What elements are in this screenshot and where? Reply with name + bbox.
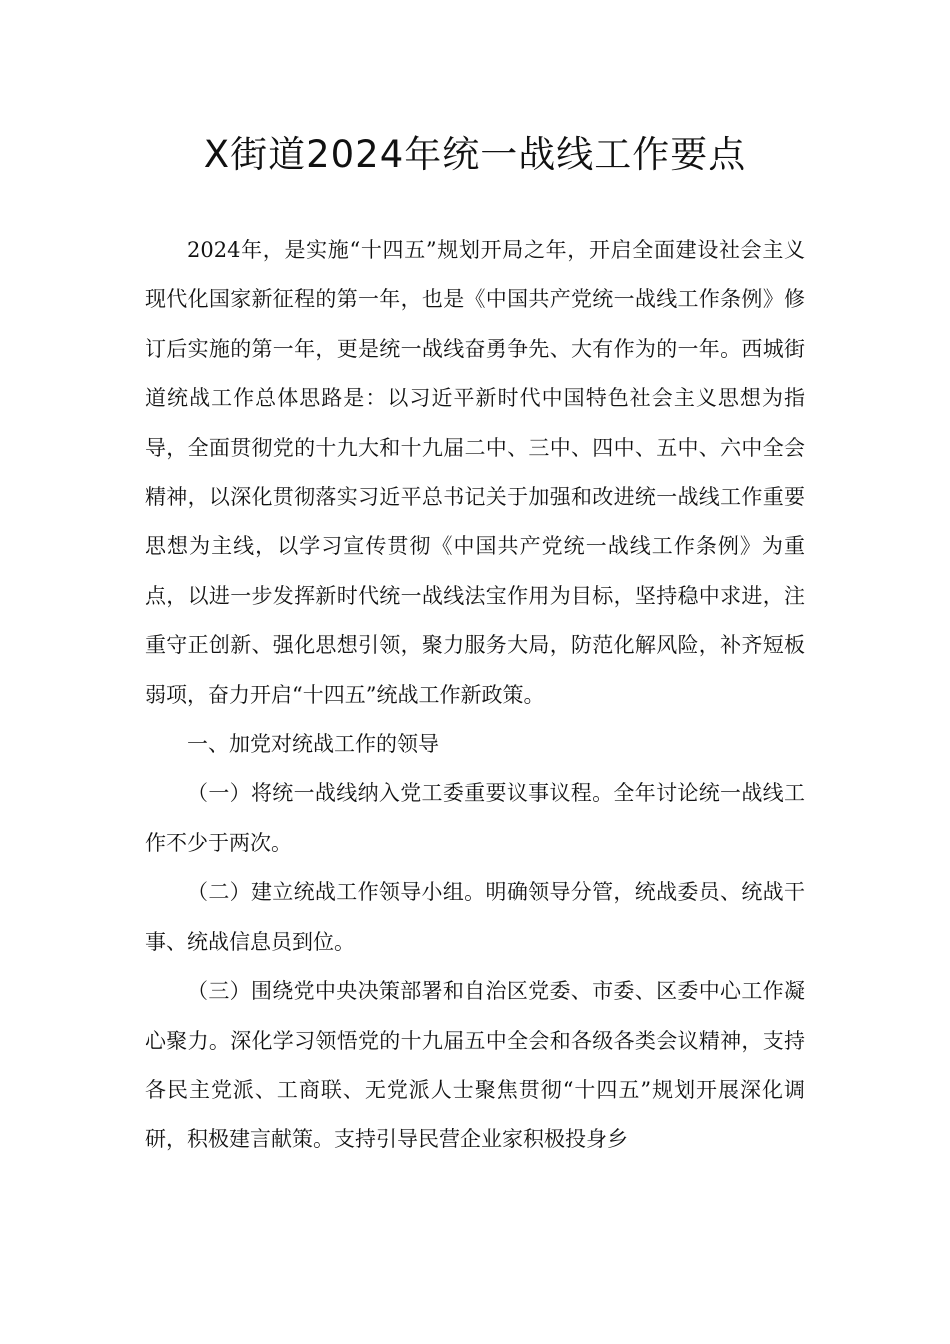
intro-paragraph: 2024年，是实施“十四五”规划开局之年，开启全面建设社会主义现代化国家新征程的第一年，也是《中国共产党统一战线工作条例》修订后实施的第一年，更是统一战线奋勇争先、大有作为的一年。西城街道统战工作总体思路是：以习近平新时代中国特色社会主义思想为指导，全面贯彻党的十九大和十九届二中、三中、四中、五中、六中全会精神，以深化贯彻落实习近平总书记关于加强和改进统一战线工作重要思想为主线，以学习宣传贯彻《中国共产党统一战线工作条例》为重点，以进一步发挥新时代统一战线法宝作用为目标，坚持稳中求进，注重守正创新、强化思想引领，聚力服务大局，防范化解风险，补齐短板弱项，奋力开启“十四五”统战工作新政策。 <box>145 238 805 707</box>
item-paragraph: （一）将统一战线纳入党工委重要议事议程。全年讨论统一战线工作不少于两次。 <box>145 781 805 855</box>
document-body <box>145 226 805 1165</box>
item-paragraph: （三）围绕党中央决策部署和自治区党委、市委、区委中心工作凝心聚力。深化学习领悟党的十九届五中全会和各级各类会议精神，支持各民主党派、工商联、无党派人士聚焦贯彻“十四五”规划开展深化调研，积极建言献策。支持引导民营企业家积极投身乡 <box>145 979 805 1152</box>
document-title: X街道2024年统一战线工作要点 <box>203 133 747 176</box>
section-heading: 一、加党对统战工作的领导 <box>187 732 439 757</box>
item-paragraph: （二）建立统战工作领导小组。明确领导分管，统战委员、统战干事、统战信息员到位。 <box>145 880 805 954</box>
